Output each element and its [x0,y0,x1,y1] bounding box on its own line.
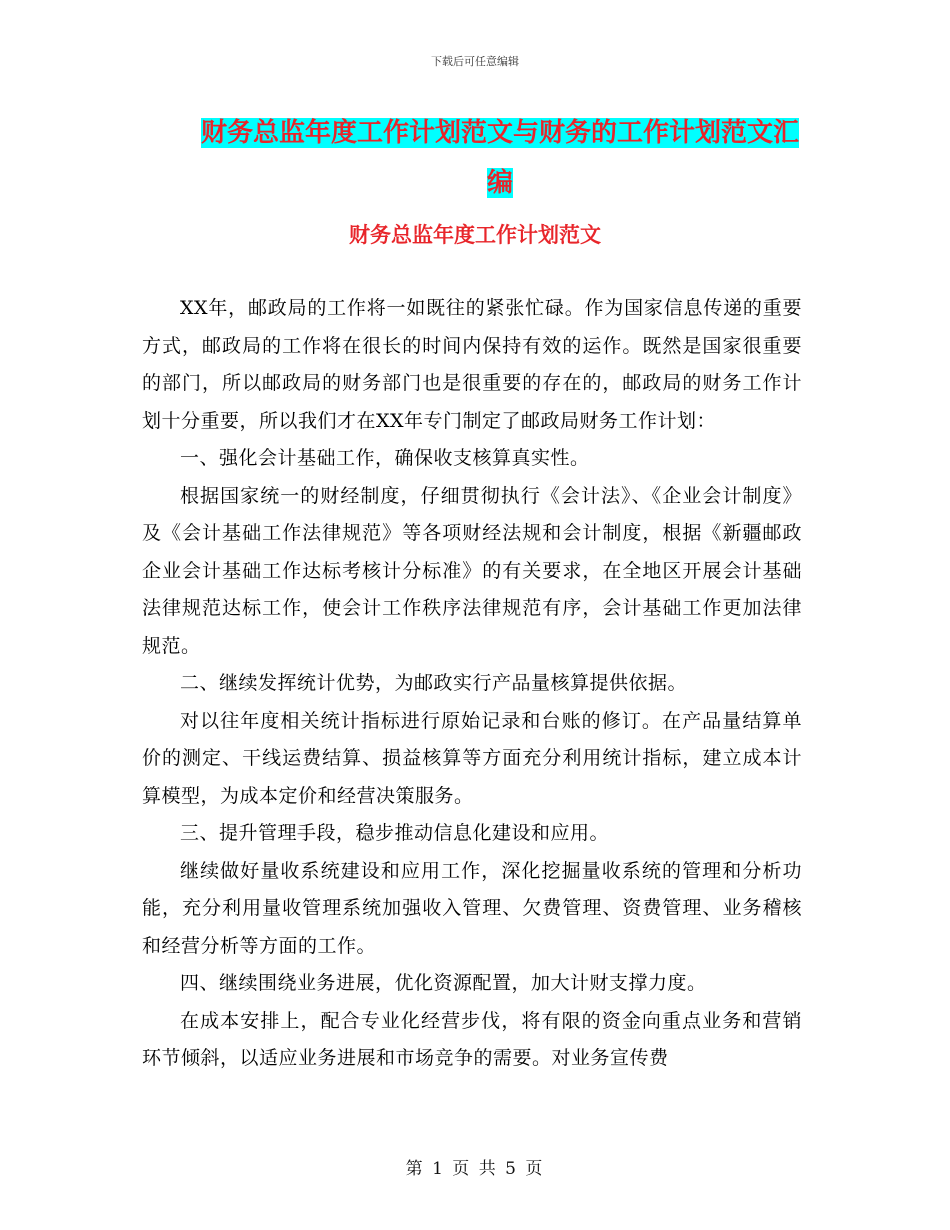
document-title-text: 财务总监年度工作计划范文与财务的工作计划范文汇编 [200,118,799,198]
paragraph: XX年，邮政局的工作将一如既往的紧张忙碌。作为国家信息传递的重要方式，邮政局的工作将在很长的时间内保持有效的运作。既然是国家很重要的部门，所以邮政局的财务部门也是很重要的存在的，邮政局的财务工作计划十分重要，所以我们才在XX年专门制定了邮政局财务工作计划： [142,297,802,432]
paragraph: 在成本安排上，配合专业化经营步伐，将有限的资金向重点业务和营销环节倾斜，以适应业务进展和市场竞争的需要。对业务宣传费 [142,1009,802,1069]
paragraph: 对以往年度相关统计指标进行原始记录和台账的修订。在产品量结算单价的测定、干线运费结算、损益核算等方面充分利用统计指标，建立成本计算模型，为成本定价和经营决策服务。 [142,709,802,807]
document-body [142,290,802,1078]
page-footer: 第 1 页 共 5 页 [405,1159,545,1179]
paragraph: 四、继续围绕业务进展，优化资源配置，加大计财支撑力度。 [180,972,707,994]
document-title [190,108,810,208]
section-title: 财务总监年度工作计划范文 [349,223,601,247]
paragraph: 根据国家统一的财经制度，仔细贯彻执行《会计法》、《企业会计制度》及《会计基础工作法律规范》等各项财经法规和会计制度，根据《新疆邮政企业会计基础工作达标考核计分标准》的有关要求，在全地区开展会计基础法律规范达标工作，使会计工作秩序法律规范有序，会计基础工作更加法律规范。 [142,484,802,657]
paragraph: 三、提升管理手段，稳步推动信息化建设和应用。 [180,822,610,844]
paragraph: 继续做好量收系统建设和应用工作，深化挖掘量收系统的管理和分析功能，充分利用量收管理系统加强收入管理、欠费管理、资费管理、业务稽核和经营分析等方面的工作。 [142,859,802,957]
header-note: 下载后可任意编辑 [431,55,519,68]
paragraph: 二、继续发挥统计优势，为邮政实行产品量核算提供依据。 [180,672,688,694]
paragraph: 一、强化会计基础工作，确保收支核算真实性。 [180,447,590,469]
